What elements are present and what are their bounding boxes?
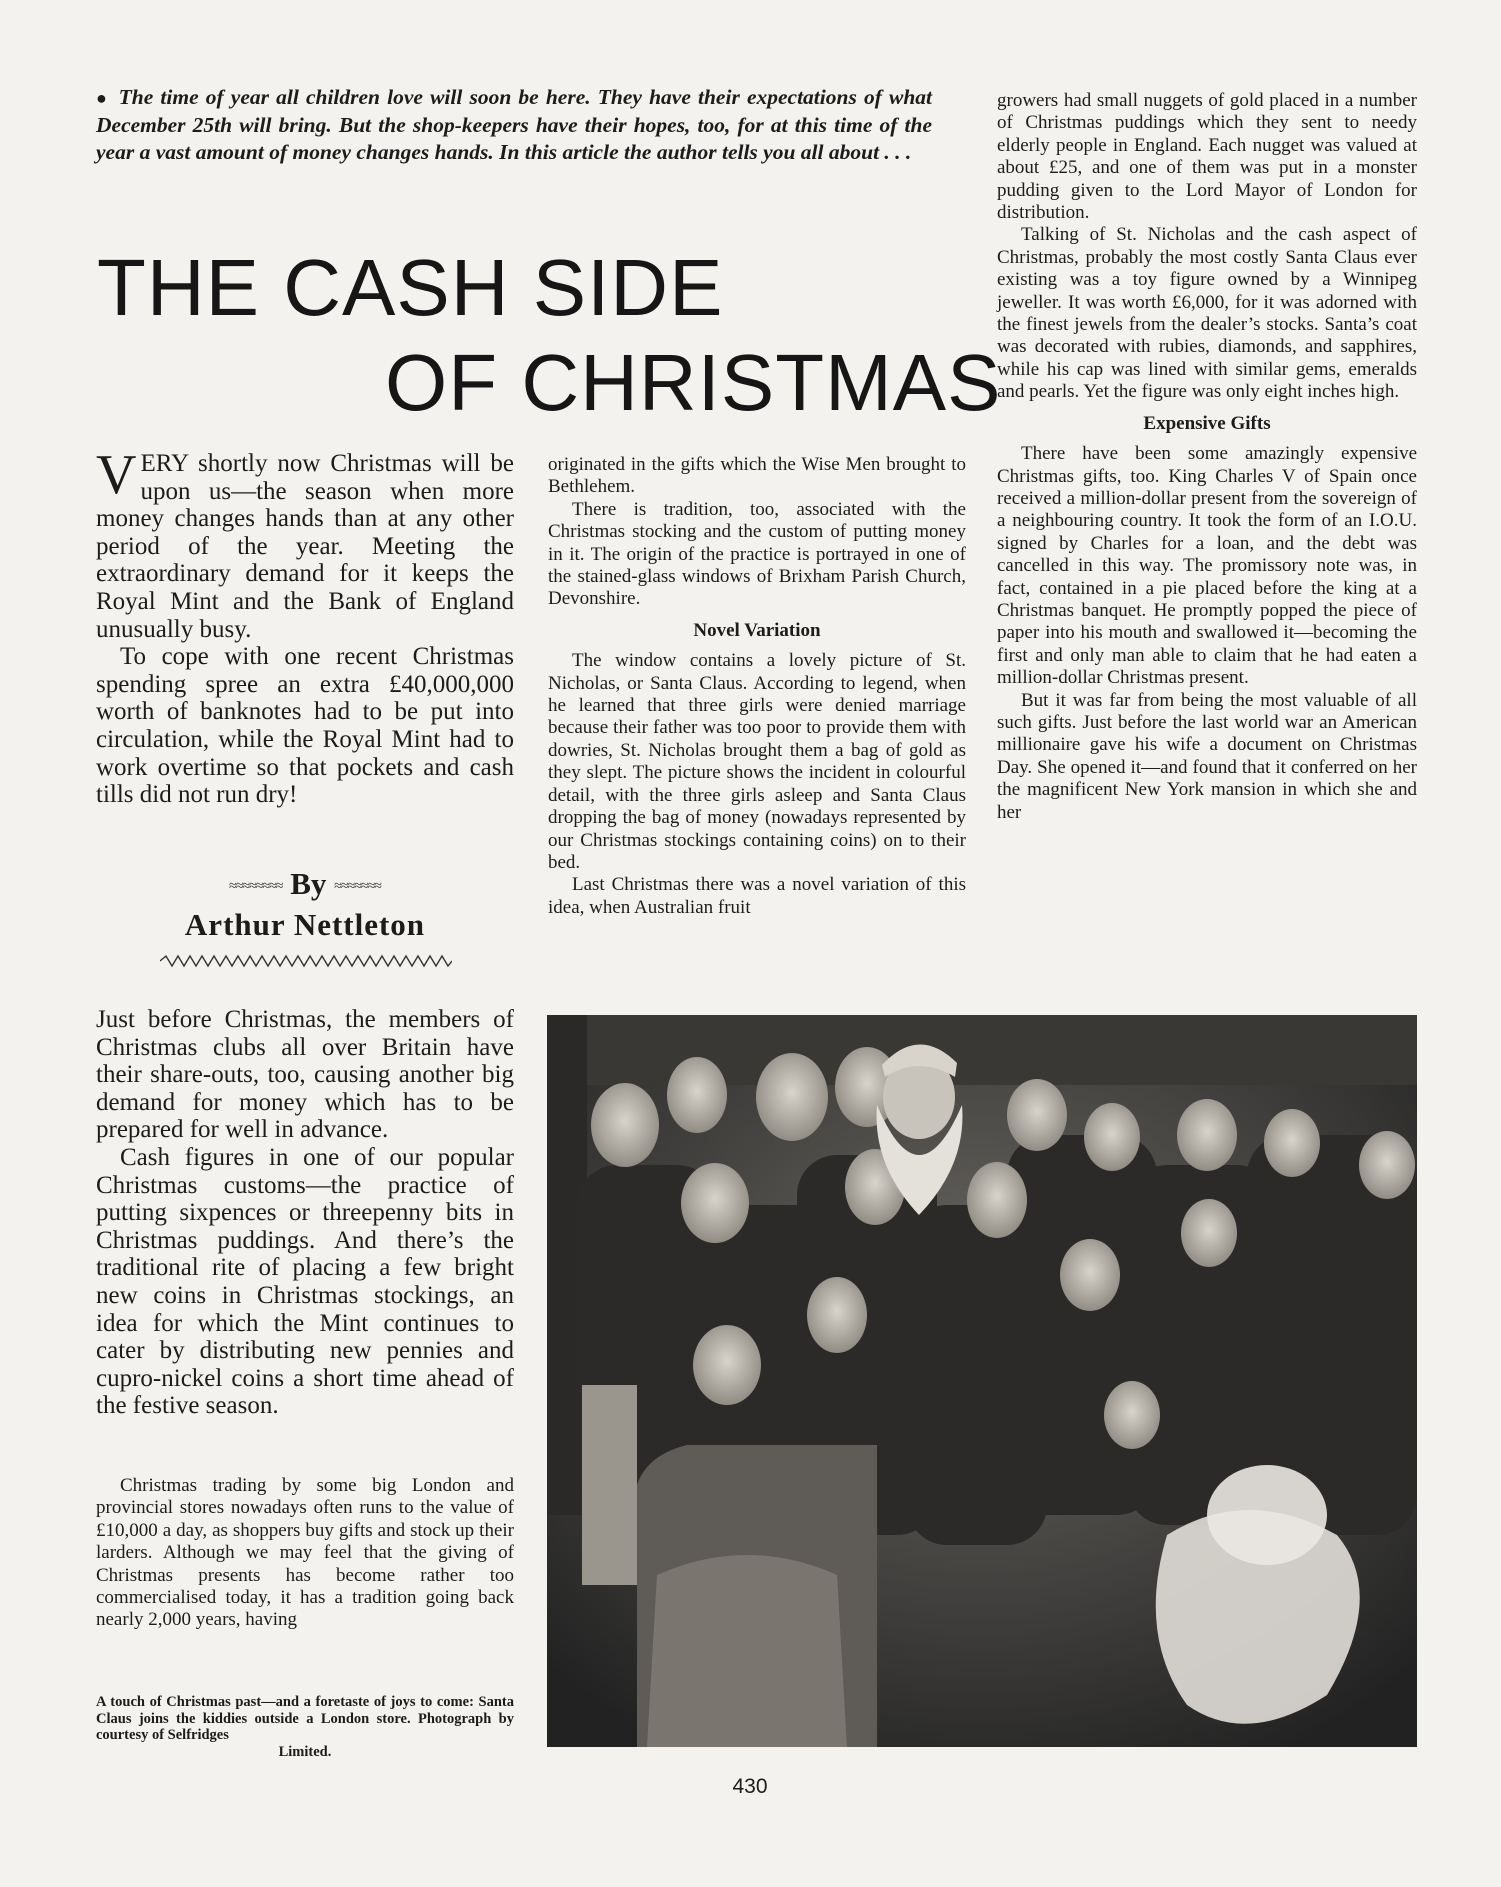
paragraph: Just before Christmas, the members of Christmas clubs all over Britain have their share-outs, too, causing another big demand for money which has to be prepared for well in advance. [96,1006,514,1144]
subheading-novel-variation: Novel Variation [693,619,821,641]
headline-line-2: OF CHRISTMAS [385,338,1002,427]
standfirst [96,84,932,166]
column-2 [548,454,966,919]
byline [96,866,514,945]
caption-last-line: Limited. [278,1743,332,1760]
paragraph: growers had small nuggets of gold placed in a number of Christmas puddings which they sent to needy elderly people in England. Each nugget was valued at about £25, and one of them was put in a monster pudding given to the Lord Mayor of London for distribution. [997,90,1417,224]
photo-illustration-icon [547,1015,1417,1747]
paragraph: There have been some amazingly expensive Christmas gifts, too. King Charles V of Spain once received a million-dollar present from the sovereign of a neighbouring country. It took the form of an I.O.U. signed by Charles for a loan, and the debt was cancelled in this way. The promissory note was, in fact, contained in a pie placed before the king at a Christmas banquet. He promptly popped the piece of paper into his mouth and swallowed it—becoming the first and only man able to claim that he had eaten a million-dollar Christmas present. [997,443,1417,689]
paragraph: Cash figures in one of our popular Christmas customs—the practice of putting sixpences or threepenny bits in Christmas puddings. And there’s the traditional rite of placing a few bright new coins in Christmas stockings, an idea for which the Mint continues to cater by distributing new pennies and cupro-nickel coins a short time ahead of the festive season. [96,1143,514,1420]
headline-line-1: THE CASH SIDE [97,243,724,332]
intro-paragraph [96,444,514,643]
paragraph: But it was far from being the most valuable of all such gifts. Just before the last world war an American millionaire gave his wife a document on Christmas Day. She opened it—and found that it conferred on her the magnificent New York mansion in which she and her [997,689,1417,823]
paragraph: Last Christmas there was a novel variation of this idea, when Australian fruit [548,874,966,918]
byline-by: By [290,866,327,901]
column-1-continued [96,1006,514,1420]
column-1-intro [96,444,514,809]
ornament-left-icon: ≈≈≈≈≈≈≈≈ [229,878,283,894]
bullet-icon: ● [96,88,109,108]
paragraph: originated in the gifts which the Wise Men brought to Bethlehem. [548,454,966,498]
paragraph: Talking of St. Nicholas and the cash aspect of Christmas, probably the most costly Santa Claus ever existing was a toy figure owned by a Winnipeg jeweller. It was worth £6,000, for it was adorned with the finest jewels from the dealer’s stocks. Santa’s coat was decorated with rubies, diamonds, and sapphires, while his cap was lined with similar gems, emeralds and pearls. Yet the figure was only eight inches high. [997,224,1417,403]
paragraph: The window contains a lovely picture of St. Nicholas, or Santa Claus. According to legend, when he learned that three girls were denied marriage because their father was too poor to provide them with dowries, St. Nicholas brought them a bag of gold as they slept. The picture shows the incident in colourful detail, with the three girls asleep and Santa Claus dropping the bag of money (nowadays represented by our Christmas stockings containing coins) on to their bed. [548,650,966,873]
standfirst-text: The time of year all children love will soon be here. They have their expectations of what December 25th will bring. But the shop-keepers have their hopes, too, for at this time of the year a vast amount of money changes hands. In this article the author tells you all about . . . [96,85,933,164]
column-1-small-text [96,1475,514,1632]
photo-caption [96,1694,514,1760]
zigzag-divider-icon [160,954,452,968]
caption-text: A touch of Christmas past—and a foretaste of joys to come: Santa Claus joins the kiddies outside a London store. Photograph by courtesy of Selfridges [96,1694,514,1743]
paragraph: There is tradition, too, associated with the Christmas stocking and the custom of putting money in it. The origin of the practice is portrayed in one of the stained-glass windows of Brixham Parish Church, Devonshire. [548,498,966,610]
paragraph: Christmas trading by some big London and provincial stores nowadays often runs to the value of £10,000 a day, as shoppers buy gifts and stock up their larders. Although we may feel that the giving of Christmas presents has become rather too commercialised today, it has a tradition going back nearly 2,000 years, having [96,1475,514,1631]
drop-cap: V [96,444,137,506]
column-3 [997,90,1417,824]
page-number: 430 [732,1775,768,1798]
intro-text: ERY shortly now Christmas will be upon us—the season when more money changes hands than at any other period of the year. Meeting the extraordinary demand for it keeps the Royal Mint and the Bank of England unusually busy. [96,450,514,643]
subheading-expensive-gifts: Expensive Gifts [1143,412,1271,434]
paragraph: To cope with one recent Christmas spending spree an extra £40,000,000 worth of banknotes had to be put into circulation, while the Royal Mint had to work overtime so that pockets and cash tills did not run dry! [96,643,514,809]
photograph-santa-with-children [547,1015,1417,1747]
ornament-right-icon: ≈≈≈≈≈≈≈ [334,878,381,894]
byline-author: Arthur Nettleton [184,906,426,942]
